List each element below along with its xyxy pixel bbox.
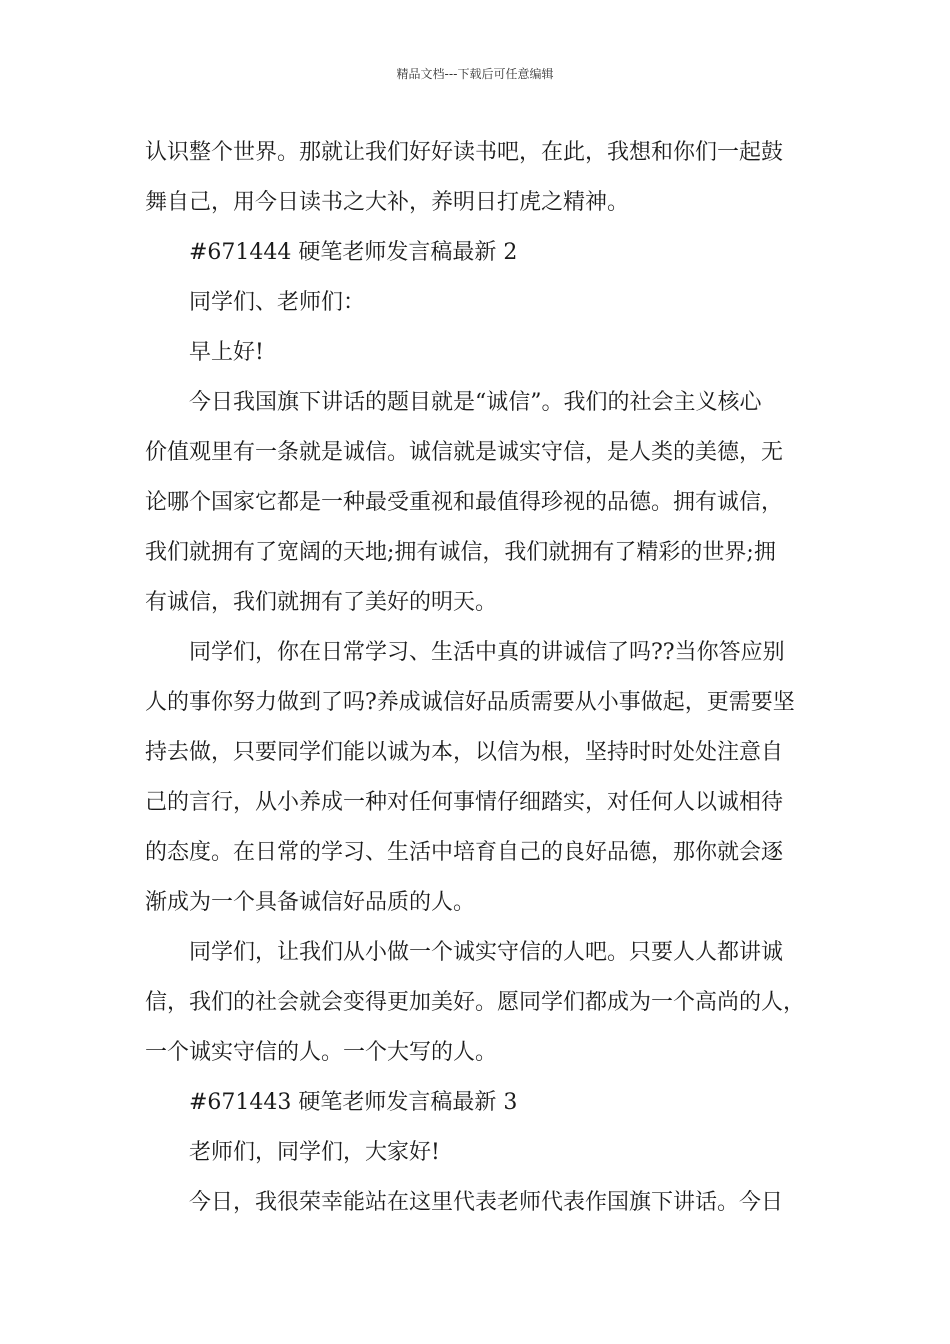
text-line: 价值观里有一条就是诚信。诚信就是诚实守信，是人类的美德，无 [145,440,784,465]
text-line: 论哪个国家它都是一种最受重视和最值得珍视的品德。拥有诚信， [145,490,784,515]
text-line: 的态度。在日常的学习、生活中培育自己的良好品德，那你就会逐 [145,840,784,865]
text-line: 今日我国旗下讲话的题目就是“诚信”。我们的社会主义核心 [189,390,762,415]
text-line: 持去做，只要同学们能以诚为本，以信为根，坚持时时处处注意自 [145,740,784,765]
document-body [145,128,825,1228]
text-line: 有诚信，我们就拥有了美好的明天。 [145,590,498,615]
text-line: 今日，我很荣幸能站在这里代表老师代表作国旗下讲话。今日 [189,1190,784,1215]
section-heading: #671443 硬笔老师发言稿最新 3 [189,1090,518,1115]
text-line: 我们就拥有了宽阔的天地;拥有诚信，我们就拥有了精彩的世界;拥 [145,540,776,565]
section-heading: #671444 硬笔老师发言稿最新 2 [189,240,518,265]
text-line: 己的言行，从小养成一种对任何事情仔细踏实，对任何人以诚相待 [145,790,784,815]
page-header: 精品文档---下载后可任意编辑 [396,67,554,81]
text-line: 人的事你努力做到了吗?养成诚信好品质需要从小事做起，更需要坚 [145,690,795,715]
text-line: 信，我们的社会就会变得更加美好。愿同学们都成为一个高尚的人， [145,990,806,1015]
salutation: 同学们、老师们： [189,290,366,315]
text-line: 同学们，你在日常学习、生活中真的讲诚信了吗??当你答应别 [189,640,785,665]
greeting: 早上好! [189,340,264,365]
text-line: 认识整个世界。那就让我们好好读书吧，在此，我想和你们一起鼓 [145,140,784,165]
salutation: 老师们，同学们，大家好! [189,1140,440,1165]
text-line: 渐成为一个具备诚信好品质的人。 [145,890,476,915]
text-line: 一个诚实守信的人。一个大写的人。 [145,1040,498,1065]
text-line: 同学们，让我们从小做一个诚实守信的人吧。只要人人都讲诚 [189,940,784,965]
text-line: 舞自己，用今日读书之大补，养明日打虎之精神。 [145,190,630,215]
